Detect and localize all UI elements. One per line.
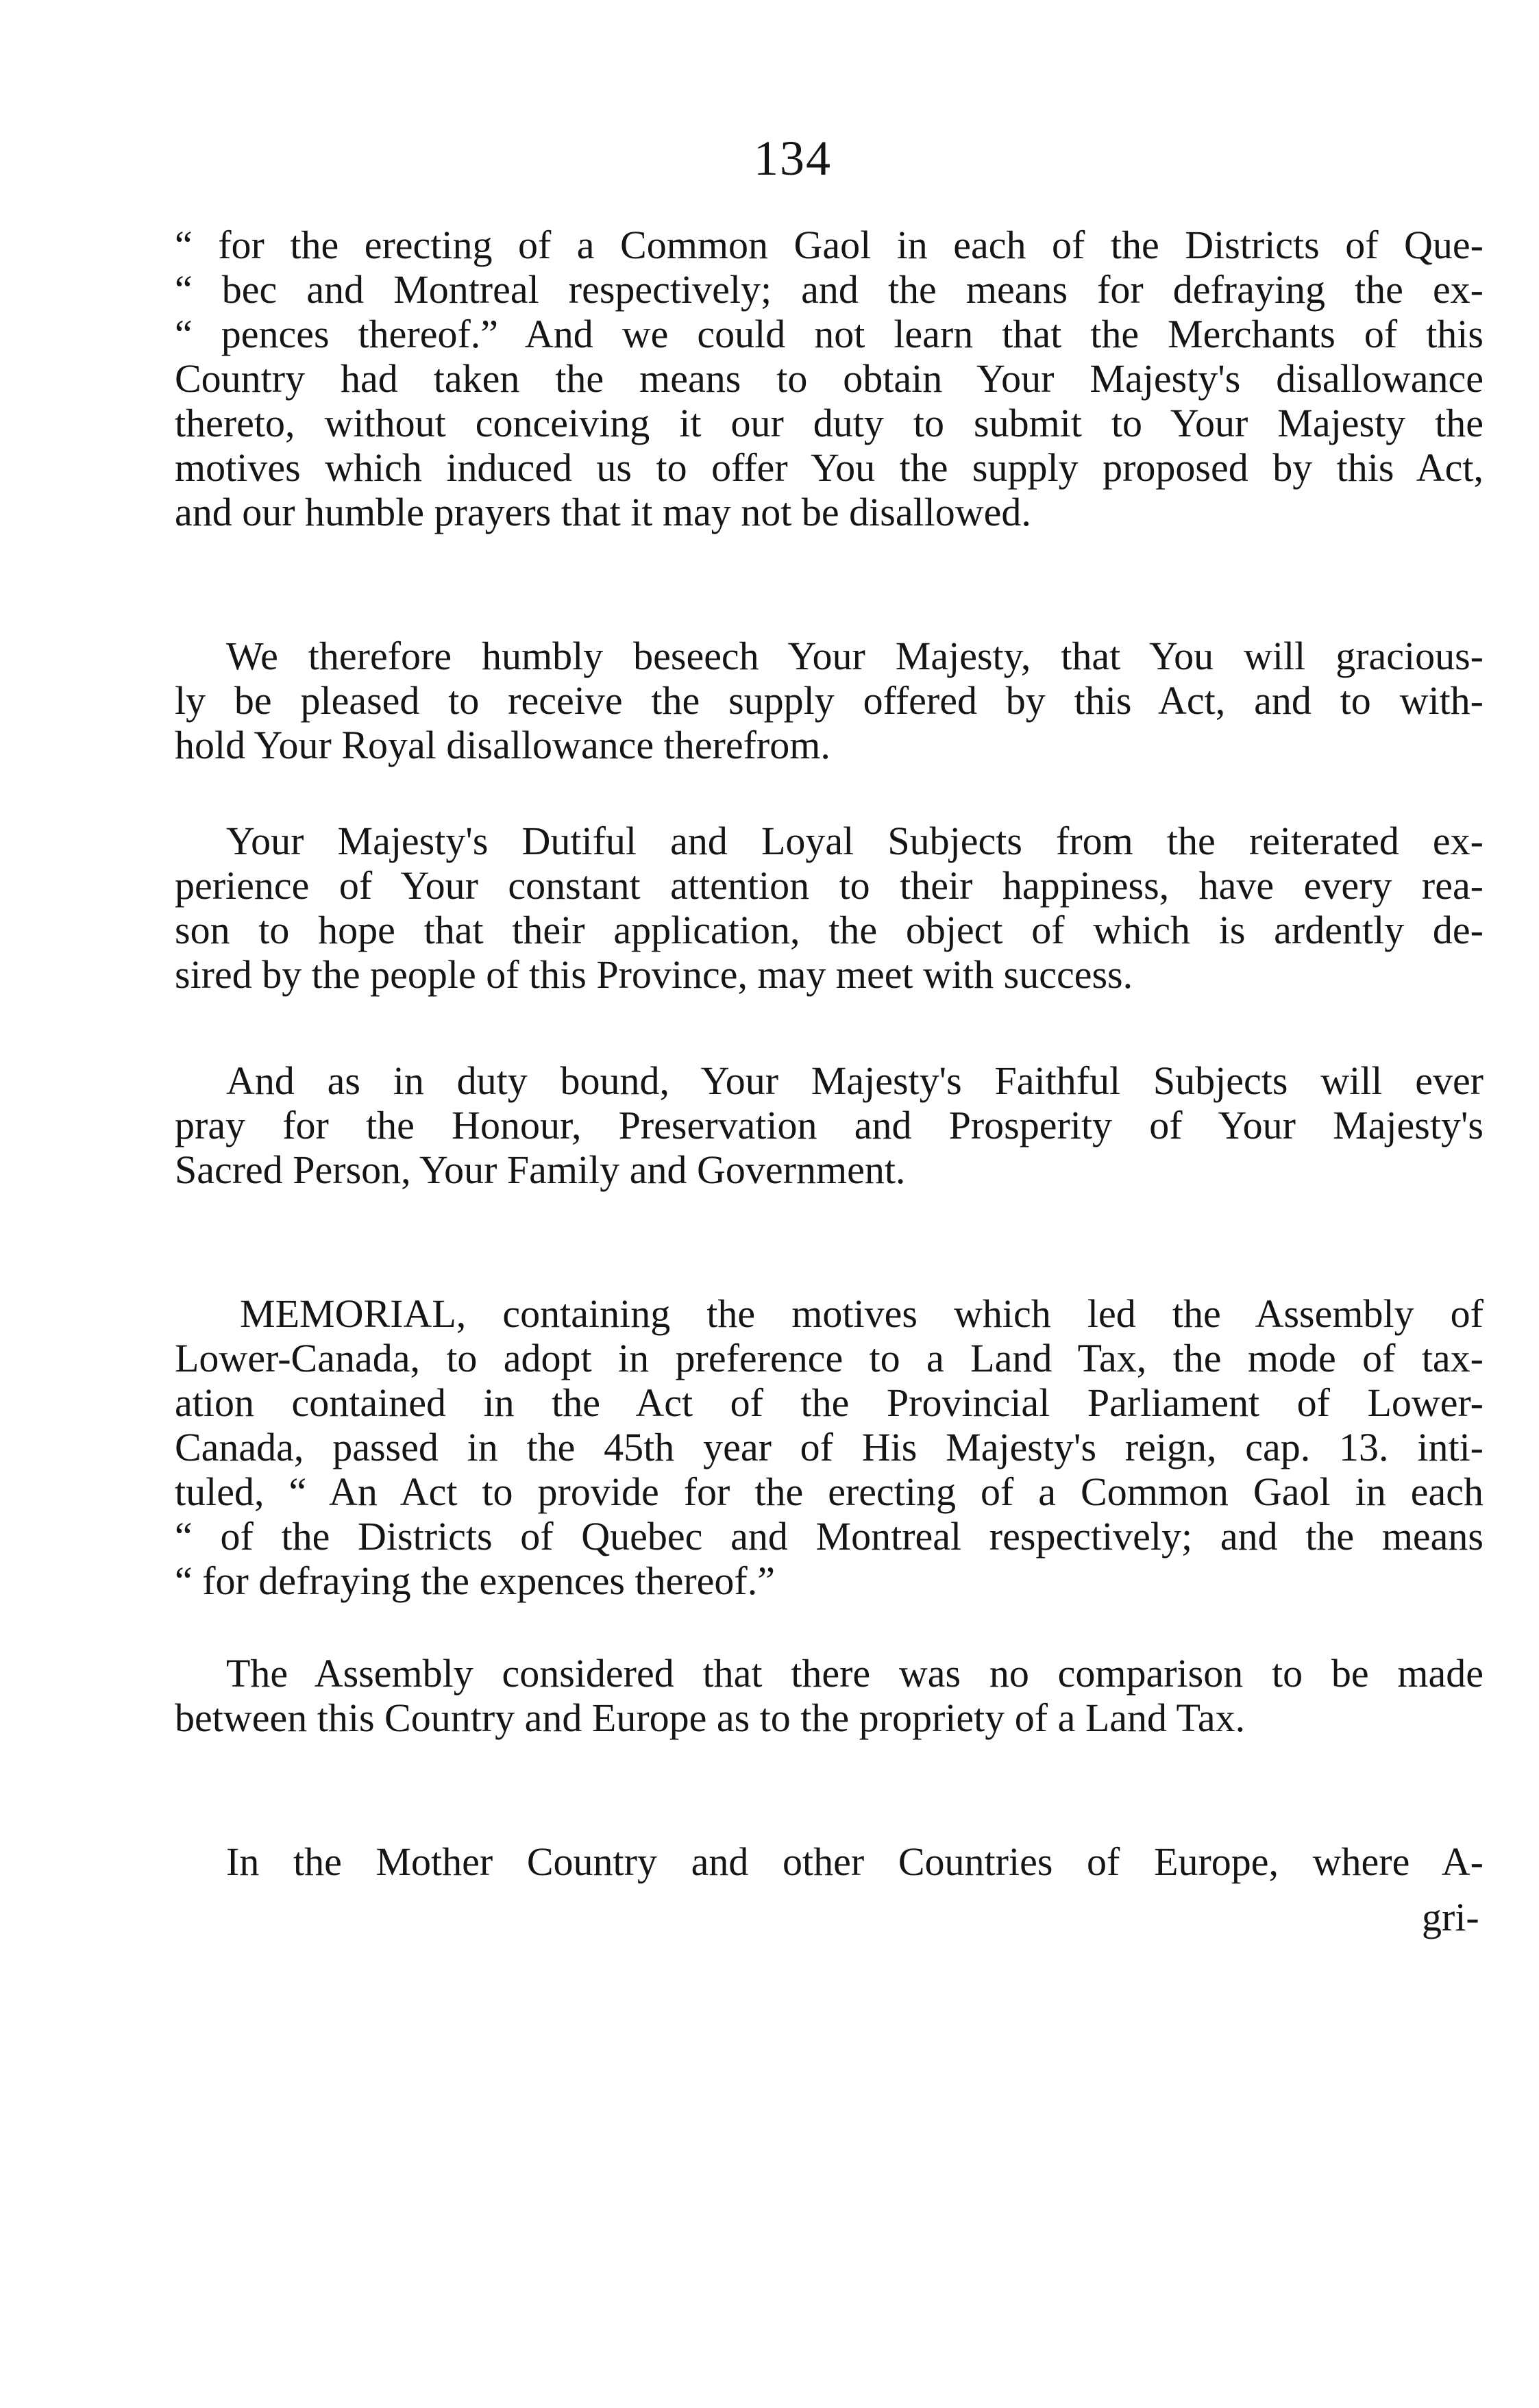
text-line: Your Majesty's Dutiful and Loyal Subjects from the reiterated ex-	[226, 819, 1483, 863]
text-line: perience of Your constant attention to their happiness, have every rea-	[175, 863, 1483, 908]
catchword: gri-	[1422, 1895, 1479, 1939]
text-line: and our humble prayers that it may not be disallowed.	[175, 490, 1031, 534]
text-line: sired by the people of this Province, may meet with success.	[175, 952, 1133, 997]
text-line: Lower-Canada, to adopt in preference to a Land Tax, the mode of tax-	[175, 1336, 1483, 1380]
text-line: pray for the Honour, Preservation and Prosperity of Your Majesty's	[175, 1103, 1483, 1147]
text-line: MEMORIAL, containing the motives which led the Assembly of	[240, 1291, 1483, 1336]
text-line: We therefore humbly beseech Your Majesty, that You will gracious-	[226, 634, 1483, 678]
text-line: “ for the erecting of a Common Gaol in each of the Districts of Que-	[175, 223, 1483, 267]
text-line: “ of the Districts of Quebec and Montreal respectively; and the means	[175, 1514, 1483, 1559]
text-line: hold Your Royal disallowance therefrom.	[175, 723, 830, 767]
text-line: tuled, “ An Act to provide for the erecting of a Common Gaol in each	[175, 1469, 1483, 1514]
paragraph	[175, 1058, 1483, 1192]
text-line: ly be pleased to receive the supply offered by this Act, and to with-	[175, 678, 1483, 723]
paragraph	[175, 1651, 1483, 1740]
text-line: ation contained in the Act of the Provincial Parliament of Lower-	[175, 1380, 1483, 1425]
text-line: Canada, passed in the 45th year of His Majesty's reign, cap. 13. inti-	[175, 1425, 1483, 1469]
text-line: thereto, without conceiving it our duty to submit to Your Majesty the	[175, 401, 1483, 445]
text-line: “ for defraying the expences thereof.”	[175, 1559, 775, 1603]
text-line: “ bec and Montreal respectively; and the means for defraying the ex-	[175, 267, 1483, 312]
text-line: son to hope that their application, the object of which is ardently de-	[175, 908, 1483, 952]
text-line: Country had taken the means to obtain Your Majesty's disallowance	[175, 356, 1483, 401]
text-line: between this Country and Europe as to the propriety of a Land Tax.	[175, 1696, 1246, 1740]
text-line: “ pences thereof.” And we could not learn that the Merchants of this	[175, 312, 1483, 356]
text-line: Sacred Person, Your Family and Government.	[175, 1147, 906, 1192]
text-line: motives which induced us to offer You the supply proposed by this Act,	[175, 445, 1483, 490]
paragraph	[175, 634, 1483, 767]
text-line: The Assembly considered that there was no comparison to be made	[226, 1651, 1483, 1696]
paragraph	[175, 819, 1483, 997]
page-number: 134	[754, 131, 832, 186]
text-line: And as in duty bound, Your Majesty's Faithful Subjects will ever	[226, 1058, 1483, 1103]
text-line: In the Mother Country and other Countries of Europe, where A-	[226, 1839, 1483, 1884]
paragraph	[175, 1839, 1483, 1884]
paragraph	[175, 223, 1483, 534]
memorial-paragraph	[175, 1291, 1483, 1603]
